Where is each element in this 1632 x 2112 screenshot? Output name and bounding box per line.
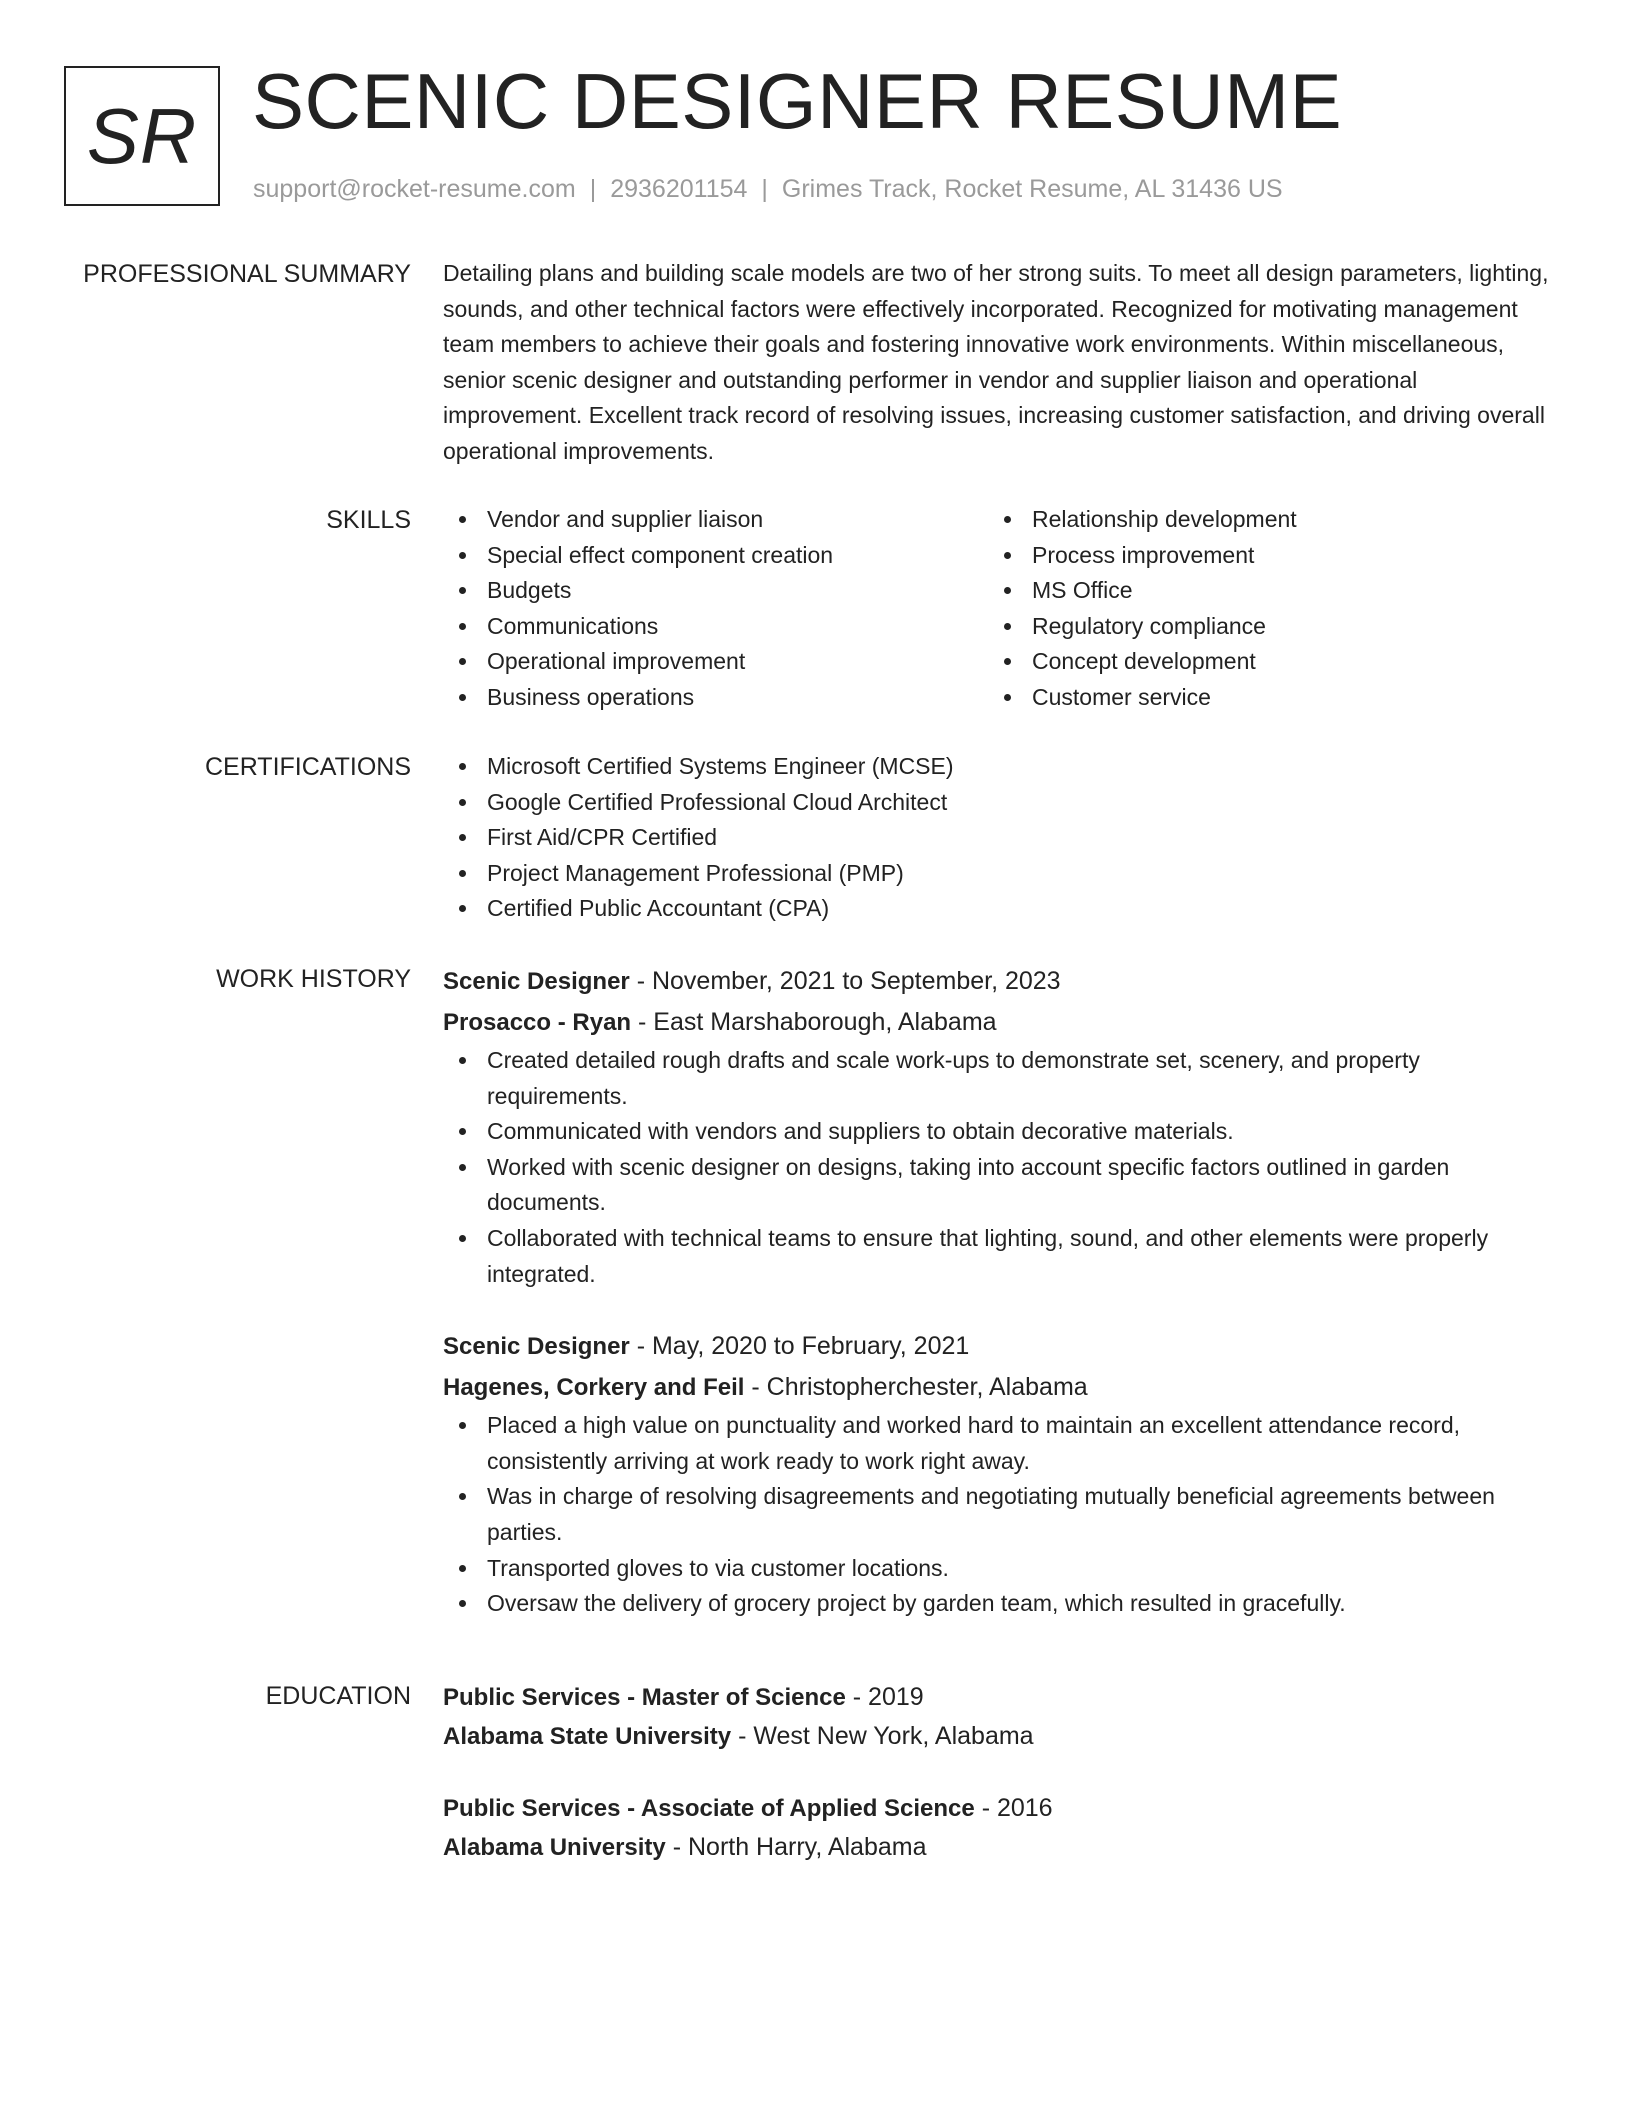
contact-phone[interactable]: 2936201154 [610,175,748,203]
skill-item: Communications [443,609,988,645]
job-duty-item: Worked with scenic designer on designs, taking into account specific factors outlined in garden documents. [443,1150,1553,1221]
skills-list-right [988,502,1533,716]
education-degree-line [443,1678,1553,1717]
skill-item: Special effect component creation [443,538,988,574]
job-company-line [443,1002,1553,1043]
monogram-logo: SR [64,66,220,206]
certification-item: Certified Public Accountant (CPA) [443,891,1553,927]
contact-address: Grimes Track, Rocket Resume, AL 31436 US [781,175,1283,203]
education-location: - North Harry, Alabama [665,1833,927,1861]
job-duty-item: Oversaw the delivery of grocery project by garden team, which resulted in gracefully. [443,1586,1553,1622]
skill-item: Operational improvement [443,644,988,680]
contact-separator: | [761,175,768,203]
certifications-list [443,749,1553,927]
education-entry [443,1789,1553,1867]
job-duty-item: Communicated with vendors and suppliers to obtain decorative materials. [443,1114,1553,1150]
skill-item: Customer service [988,680,1533,716]
contact-email[interactable]: support@rocket-resume.com [253,175,576,203]
job-title: Scenic Designer [443,1333,630,1361]
job-entry [443,961,1553,1292]
skills-list-left [443,502,988,716]
job-company-line [443,1367,1553,1408]
job-entry [443,1326,1553,1622]
page-title: SCENIC DESIGNER RESUME [252,57,1343,145]
job-duty-item: Created detailed rough drafts and scale work-ups to demonstrate set, scenery, and property requirements. [443,1043,1553,1114]
job-company: Prosacco - Ryan [443,1009,632,1036]
job-title-line [443,961,1553,1002]
education-year: - 2016 [974,1794,1053,1822]
job-duty-item: Collaborated with technical teams to ensure that lighting, sound, and other elements were properly integrated. [443,1221,1553,1292]
job-duties-list [443,1408,1553,1622]
education-degree-line [443,1789,1553,1828]
job-location: - East Marshaborough, Alabama [631,1008,997,1036]
job-location: - Christopherchester, Alabama [744,1373,1088,1402]
job-duty-item: Transported gloves to via customer locations. [443,1551,1553,1587]
education-school-line [443,1717,1553,1756]
job-duties-list [443,1043,1553,1292]
skill-item: Concept development [988,644,1533,680]
education-school-line [443,1828,1553,1867]
job-duty-item: Was in charge of resolving disagreements and negotiating mutually beneficial agreements between parties. [443,1479,1553,1550]
job-title: Scenic Designer [443,968,630,995]
job-dates: - November, 2021 to September, 2023 [629,967,1061,995]
certification-item: First Aid/CPR Certified [443,820,1553,856]
job-dates: - May, 2020 to February, 2021 [629,1332,970,1361]
skill-item: Relationship development [988,502,1533,538]
contact-line [253,174,1283,204]
skill-item: Process improvement [988,538,1533,574]
contact-separator: | [589,175,597,203]
job-duty-item: Placed a high value on punctuality and worked hard to maintain an excellent attendance record, consistently arriving at work ready to work right away. [443,1408,1553,1479]
certification-item: Microsoft Certified Systems Engineer (MCSE) [443,749,1553,785]
section-heading-skills: SKILLS [326,506,411,534]
section-heading-certifications: CERTIFICATIONS [204,753,411,781]
certification-item: Google Certified Professional Cloud Architect [443,785,1553,821]
section-heading-work-history: WORK HISTORY [216,965,411,993]
education-location: - West New York, Alabama [731,1722,1034,1750]
section-heading-summary: PROFESSIONAL SUMMARY [83,260,411,288]
skill-item: Budgets [443,573,988,609]
education-school: Alabama State University [443,1723,732,1750]
education-school: Alabama University [443,1834,666,1861]
skill-item: Business operations [443,680,988,716]
job-company: Hagenes, Corkery and Feil [443,1374,745,1402]
skill-item: MS Office [988,573,1533,609]
education-year: - 2019 [845,1683,924,1711]
summary-text: Detailing plans and building scale models are two of her strong suits. To meet all design parameters, lighting, sounds, and other technical factors were effectively incorporated. Recognized for motivating management team members to achieve their goals and fostering innovative work environments. Within miscellaneous, senior scenic designer and outstanding performer in vendor and supplier liaison and operational improvement. Excellent track record of resolving issues, increasing customer satisfaction, and driving overall operational improvements. [443,260,1549,464]
education-degree: Public Services - Master of Science [443,1684,846,1711]
section-heading-education: EDUCATION [265,1682,411,1710]
education-entry [443,1678,1553,1756]
skill-item: Vendor and supplier liaison [443,502,988,538]
skill-item: Regulatory compliance [988,609,1533,645]
education-degree: Public Services - Associate of Applied Science [443,1795,975,1822]
certification-item: Project Management Professional (PMP) [443,856,1553,892]
job-title-line [443,1326,1553,1367]
